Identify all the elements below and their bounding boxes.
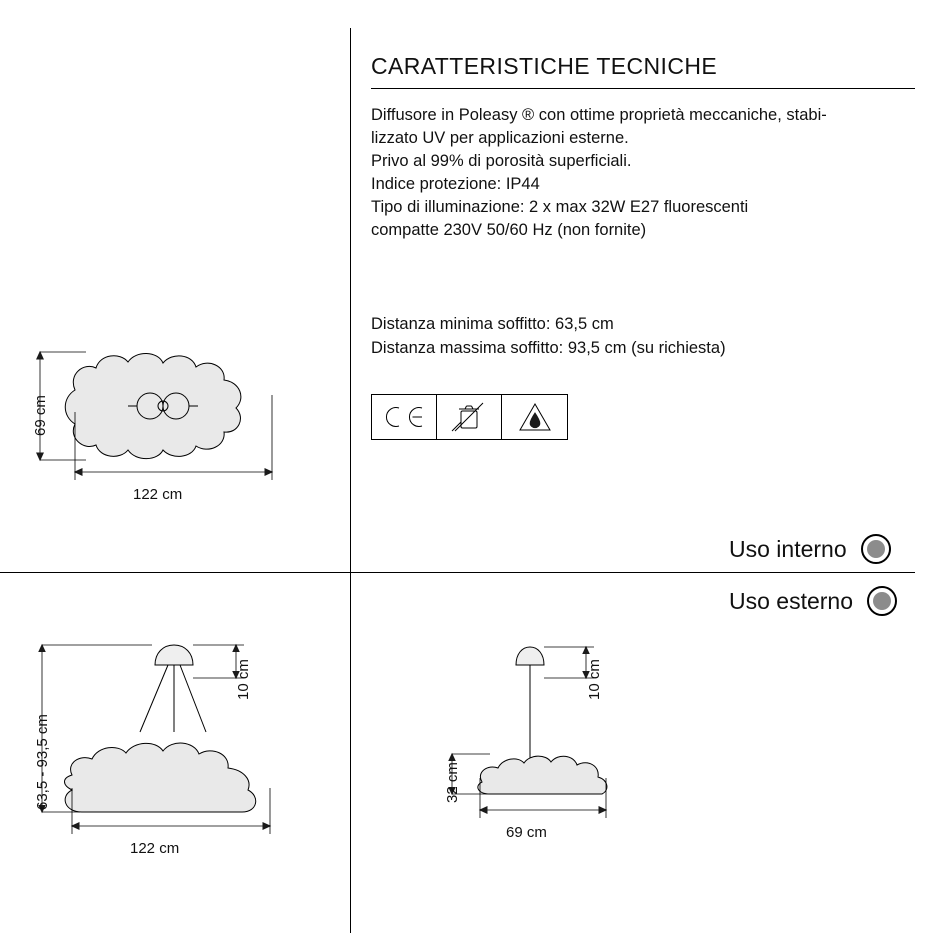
uso-interno-dot (867, 540, 885, 558)
tech-line: Diffusore in Poleasy ® con ottime proprietà meccaniche, stabi- (371, 106, 827, 124)
uso-esterno-indicator-icon (867, 586, 897, 616)
side-view-height-label: 32 cm (444, 762, 461, 803)
uso-interno-row (729, 534, 891, 564)
certification-strip (371, 394, 568, 440)
side-view-width-label: 69 cm (506, 824, 547, 841)
top-view-height-label: 69 cm (32, 395, 49, 436)
uso-interno-indicator-icon (861, 534, 891, 564)
distance-line: Distanza minima soffitto: 63,5 cm (371, 315, 614, 333)
page-title: CARATTERISTICHE TECNICHE (371, 53, 718, 79)
tech-line: Indice protezione: IP44 (371, 175, 540, 193)
front-view-drop-label: 10 cm (235, 659, 252, 700)
uso-interno-label: Uso interno (729, 535, 847, 562)
ip-water-drop-icon (502, 395, 567, 439)
front-view-height-range-label: 63,5 - 93,5 cm (34, 714, 51, 810)
horizontal-divider-right (350, 572, 915, 573)
weee-crossed-bin-icon (437, 395, 502, 439)
tech-line: Privo al 99% di porosità superficiali. (371, 152, 632, 170)
title-underline (371, 88, 915, 89)
ce-mark-icon (372, 395, 437, 439)
horizontal-divider-left (0, 572, 351, 573)
front-view-diagram (0, 620, 351, 880)
top-view-diagram (0, 300, 351, 530)
tech-line: Tipo di illuminazione: 2 x max 32W E27 fluorescenti (371, 198, 749, 216)
tech-line: compatte 230V 50/60 Hz (non fornite) (371, 221, 647, 239)
uso-esterno-label: Uso esterno (729, 587, 854, 614)
uso-esterno-dot (873, 592, 891, 610)
top-view-width-label: 122 cm (133, 486, 183, 503)
front-view-width-label: 122 cm (130, 840, 180, 857)
distance-description (371, 312, 901, 360)
side-view-diagram (390, 620, 790, 880)
uso-esterno-row (729, 586, 897, 616)
side-view-drop-label: 10 cm (586, 659, 603, 700)
tech-line: lizzato UV per applicazioni esterne. (371, 129, 629, 147)
distance-line: Distanza massima soffitto: 93,5 cm (su richiesta) (371, 339, 726, 357)
technical-description (371, 104, 901, 242)
